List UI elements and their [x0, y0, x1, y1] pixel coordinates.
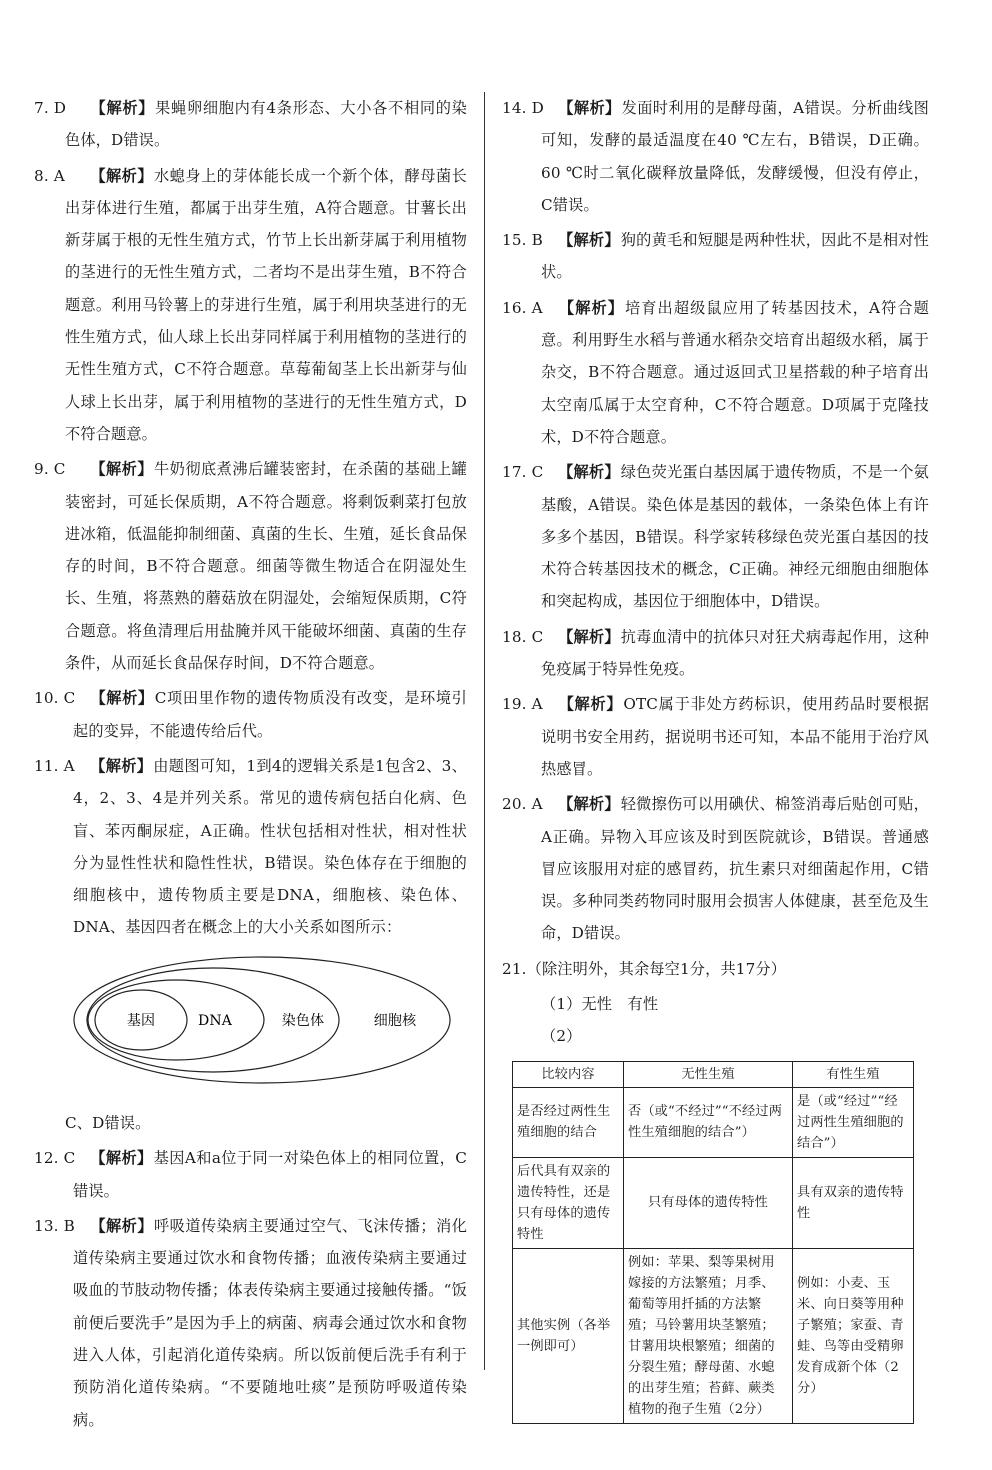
answer-8: [34, 160, 467, 451]
nested-ellipses: [65, 948, 465, 1092]
answer-text: 抗毒血清中的抗体只对狂犬病毒起作用，这种免疫属于特异性免疫。: [541, 627, 929, 679]
ellipse-dna: [88, 980, 264, 1060]
analysis-tag: 【解析】: [90, 460, 153, 479]
question-number: 20. A: [502, 795, 543, 814]
answer-text: OTC属于非处方药标识，使用药品时要根据说明书安全用药，据说明书还可知，本品不能用于治疗风热感冒。: [541, 695, 930, 778]
analysis-tag: 【解析】: [90, 99, 155, 117]
answer-10: [34, 682, 467, 747]
answer-text: 绿色荧光蛋白基因属于遗传物质，不是一个氨基酸，A错误。染色体是基因的载体，一条染色体上有许多多个基因，B错误。科学家转移绿色荧光蛋白基因的技术符合转基因技术的概念，C正确。神经元细胞由细胞体和突起构成，基因位于细胞体中，D错误。: [541, 463, 929, 611]
table-cell: 只有母体的遗传特性: [624, 1157, 793, 1248]
question-number: 15. B: [502, 231, 543, 250]
analysis-tag: 【解析】: [558, 695, 623, 714]
answer-18: [502, 621, 929, 686]
analysis-tag: 【解析】: [90, 1216, 153, 1235]
answer-7: [34, 92, 467, 157]
question-number: 10. C: [34, 689, 76, 708]
analysis-tag: 【解析】: [90, 166, 153, 185]
answer-text: C项田里作物的遗传物质没有改变，是环境引起的变异，不能遗传给后代。: [73, 689, 467, 740]
label-dna: DNA: [197, 1012, 233, 1029]
answer-text: 发面时利用的是酵母菌，A错误。分析曲线图可知，发酵的最适温度在40 ℃左右，B错误，D正确。60 ℃时二氧化碳释放量降低，发酵缓慢，但没有停止，C错误。: [541, 99, 929, 214]
question-number: 19. A: [502, 695, 543, 714]
answer-text: 果蝇卵细胞内有4条形态、大小各不相同的染色体，D错误。: [65, 99, 467, 150]
table-cell: 其他实例（各举一例即可）: [513, 1248, 624, 1423]
header-cell: 有性生殖: [793, 1061, 914, 1087]
answer-21-part1: （1）无性 有性: [541, 995, 659, 1014]
question-number: 11. A: [34, 756, 75, 775]
answer-text: 狗的黄毛和短腿是两种性状，因此不是相对性状。: [541, 231, 929, 282]
answer-16: [502, 292, 929, 453]
table-cell: 例如：小麦、玉米、向日葵等用种子繁殖；家蚕、青蛙、鸟等由受精卵发育成新个体（2分）: [793, 1248, 914, 1423]
table-header-row: [513, 1061, 914, 1087]
table-cell: 后代具有双亲的遗传特性，还是只有母体的遗传特性: [513, 1157, 624, 1248]
answer-15: [502, 224, 929, 289]
analysis-tag: 【解析】: [558, 627, 620, 646]
table-cell: 是（或“经过”“经过两性生殖细胞的结合”）: [793, 1087, 914, 1157]
analysis-tag: 【解析】: [558, 463, 620, 482]
answer-17: [502, 456, 929, 617]
table-cell: 否（或“不经过”“不经过两性生殖细胞的结合”）: [624, 1087, 793, 1157]
table-cell: 是否经过两性生殖细胞的结合: [513, 1087, 624, 1157]
question-number: 7. D: [34, 99, 67, 117]
answer-text: 水螅身上的芽体能长成一个新个体，酵母菌长出芽体进行生殖，都属于出芽生殖，A符合题意。甘薯长出新芽属于根的无性生殖方式，竹节上长出新芽属于利用植物的茎进行的无性生殖方式，二者均不是出芽生殖，B不符合题意。利用马铃薯上的芽进行生殖，属于利用块茎进行的无性生殖方式，仙人球上长出芽同样属于利用植物的茎进行的无性生殖方式，C不符合题意。草莓葡匐茎上长出新芽与仙人球上长出芽，属于利用植物的茎进行的无性生殖方式，D不符合题意。: [65, 166, 467, 443]
answer-20: [502, 788, 929, 949]
answer-text: 基因A和a位于同一对染色体上的相同位置，C错误。: [73, 1149, 467, 1200]
answer-21-part2: （2）: [541, 1027, 582, 1046]
answer-text: 轻微擦伤可以用碘伏、棉签消毒后贴创可贴，A正确。异物入耳应该及时到医院就诊，B错误。普通感冒应该服用对症的感冒药，抗生素只对细菌起作用，C错误。多种同类药物同时服用会损害人体健康，甚至危及生命，D错误。: [541, 795, 929, 943]
answer-text: 由题图可知，1到4的逻辑关系是1包含2、3、4，2、3、4是并列关系。常见的遗传病包括白化病、色盲、苯丙酮尿症，A正确。性状包括相对性状，相对性状分为显性性状和隐性性状，B错误。染色体存在于细胞的细胞核中，遗传物质主要是DNA，细胞核、染色体、DNA、基因四者在概念上的大小关系如图所示：: [73, 756, 467, 937]
header-cell: 无性生殖: [624, 1061, 793, 1087]
label-nucleus: 细胞核: [373, 1012, 417, 1029]
left-column: [34, 92, 467, 1439]
table-row: [513, 1087, 914, 1157]
analysis-tag: 【解析】: [558, 231, 620, 250]
analysis-tag: 【解析】: [90, 1149, 153, 1168]
question-number: 14. D: [502, 99, 544, 117]
answer-13: [34, 1210, 467, 1436]
right-column: [502, 92, 929, 1424]
analysis-tag: 【解析】: [90, 756, 153, 775]
answer-19: [502, 688, 929, 785]
analysis-tag: 【解析】: [558, 99, 621, 117]
question-number: 8. A: [34, 166, 65, 185]
analysis-tag: 【解析】: [558, 298, 625, 317]
header-cell: 比较内容: [513, 1061, 624, 1087]
label-gene: 基因: [126, 1012, 156, 1029]
question-number: 12. C: [34, 1149, 76, 1168]
question-number: 9. C: [34, 460, 66, 479]
answer-11: [34, 750, 467, 944]
answer-11-conclusion: C、D错误。: [65, 1113, 151, 1132]
table-row: [513, 1248, 914, 1423]
question-number: 13. B: [34, 1216, 75, 1235]
analysis-tag: 【解析】: [558, 795, 620, 814]
question-number: 17. C: [502, 463, 544, 482]
answer-text: 呼吸道传染病主要通过空气、飞沫传播；消化道传染病主要通过饮水和食物传播；血液传染病主要通过吸血的节肢动物传播；体表传染病主要通过接触传播。“饭前便后要洗手”是因为手上的病菌、病毒会通过饮水和食物进入人体，引起消化道传染病。所以饭前便后洗手有利于预防消化道传染病。“不要随地吐痰”是预防呼吸道传染病。: [73, 1216, 467, 1429]
answer-21-header: 21.（除注明外，其余每空1分，共17分）: [502, 959, 787, 978]
table-cell: 例如：苹果、梨等果树用嫁接的方法繁殖；月季、葡萄等用扦插的方法繁殖；马铃薯用块茎繁殖；甘薯用块根繁殖；细菌的分裂生殖；酵母菌、水螅的出芽生殖；苔藓、蕨类植物的孢子生殖（2分）: [624, 1248, 793, 1423]
answer-9: [34, 453, 467, 679]
analysis-tag: 【解析】: [90, 689, 154, 708]
label-chromosome: 染色体: [281, 1012, 325, 1029]
answer-text: 牛奶彻底煮沸后罐装密封，在杀菌的基础上罐装密封，可延长保质期，A不符合题意。将剩饭剩菜打包放进冰箱，低温能抑制细菌、真菌的生长、生殖，延长食品保存的时间，B不符合题意。细菌等微生物适合在阴湿处生长、生殖，将蒸熟的蘑菇放在阴湿处，会缩短保质期，C符合题意。将鱼清理后用盐腌并风干能破坏细菌、真菌的生存条件，从而延长食品保存时间，D不符合题意。: [65, 460, 467, 673]
answer-14: [502, 92, 929, 221]
table-row: [513, 1157, 914, 1248]
answer-text: 培育出超级鼠应用了转基因技术，A符合题意。利用野生水稻与普通水稻杂交培育出超级水稻，属于杂交，B不符合题意。通过返回式卫星搭载的种子培育出太空南瓜属于太空育种，C不符合题意。D项属于克隆技术，D不符合题意。: [541, 298, 929, 446]
column-divider: [484, 92, 485, 1370]
question-number: 18. C: [502, 627, 544, 646]
question-number: 16. A: [502, 298, 543, 317]
answer-12: [34, 1142, 467, 1207]
table-cell: 具有双亲的遗传特性: [793, 1157, 914, 1248]
concept-ellipse-diagram: [65, 948, 467, 1092]
comparison-table: [512, 1061, 914, 1424]
